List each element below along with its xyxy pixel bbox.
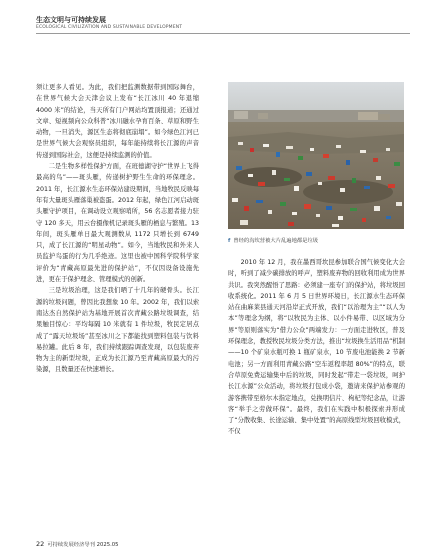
header-divider — [36, 33, 410, 34]
caption-text: 曾经的沟坎营被大片乱遍地都是垃圾 — [233, 238, 319, 244]
section-subtitle: ECOLOGICAL CIVILIZATION AND SUSTAINABLE DEVELOPMENT — [36, 25, 183, 30]
left-column — [36, 82, 199, 376]
right-column — [228, 257, 405, 438]
left-paragraph-1: 须让更多人看见。为此，我们把监测数据带到国际舞台，在世界气候大会天津会议上发布“长江冰川 40 年退缩 4000 米”的结论，当天所有门户网站均置顶报道；还通过文章、短视频向公众科普“冰川融水孕育百条、草原和野生动物，一旦消失，源区生态将彻底崩塌”。如今绿色江河已是世界气候大会观察员组织，每年能持续将长江源的声音传递到国际社会，这便是持续监测的价值。 — [36, 84, 199, 159]
section-title: 生态文明与可持续发展 — [36, 16, 106, 24]
right-paragraph-1: 2010 年 12 月，我在墨西哥坎昆参加联合国气候变化大会时，听到了减少碳排放的呼声，塑料废弃物的回收利用成为世界共识。我突然醒悟了思路：必须建一座专门的保护站，将垃圾回收系统化。2011 年 6 月 5 日世界环境日，长江源水生态环保站在曲麻莱县通天河沿岸正式开放，我们“以治理为主”“以人为本”等理念为纲，将“以牧民为主体、以小件易带、以区域为分界”等原则落实为“借力公众”两端发力：一方面走进牧区，普及环保理念，教授牧民垃圾分类方法，推出“垃圾换生活用品”机制——10 个矿泉水瓶可换 1 瓶矿泉水，10 节废电池能换 2 节新电池；另一方面利用青藏公路“空车返程率超 80%”的特点，联合草原免费运输集中后的垃圾，同时发起“带走一袋垃圾，呵护长江水源”公众活动，将垃圾打包成小袋，邀请来保护站参观的游客携带至格尔木指定地点，兑换明信片、枸杞等纪念品，让游客“举手之劳做环保”。最终，我们在实践中积极探索并形成了“分散收集、长途运输、集中处置”的高原线型垃圾回收模式，不仅 — [228, 259, 405, 436]
page-number: 22 — [36, 540, 45, 548]
garbage-photo — [228, 82, 404, 229]
photo-caption — [228, 236, 318, 244]
page-header — [36, 16, 182, 31]
journal-name: 可持续发展经济导刊 2025.05 — [47, 542, 119, 548]
page-footer — [36, 540, 119, 548]
left-paragraph-2: 二是生物多样性保护方面，在班德湖守护“世界上飞得最高的鸟”——斑头雁，传递树护野生生命的环保理念。2011 年，长江源水生态环保站建设期间，当地牧民反映每年有大量斑头雁落巢被盗蛋。2012 年起，绿色江河启动斑头雁守护项目，在调动设立观察哨所，56 名志愿者接力驻守 120 多天，用云台摄像机记录斑头雁的栖息与繁殖。13 年间，斑头雁单日最大观测数从 1172 只增长到 6749 只，成了长江源的“明星动物”。如今，当地牧民和外来人员监护鸟蛋的行为几乎绝迹。这里也被中国科学院科学家评价为“青藏高原最先进的保护站”，不仅因设备设施先进，更在于保护理念、管理模式的创新。 — [36, 163, 199, 284]
left-paragraph-3: 三是垃圾治理，这是我们晒了十几年的硬骨头。长江源的垃圾问题，曾因比我想象 10 年。2002 年，我们以索南达杰自然保护站为基地开展首次青藏公路垃圾调查，结果触目惊心：平均每隔 10 米就有 1 件垃圾，牧民定居点成了“露天垃圾场”甚至冰川之下都能找到塑料包装与饮料易拉罐。此后 8 年，我们持续跟踪调查发现，以包装废弃物为主的新型垃圾，正成为长江源乃至青藏高原最大的污染源，且数量还在快速增长。 — [36, 287, 199, 374]
caption-marker: f — [228, 238, 231, 244]
